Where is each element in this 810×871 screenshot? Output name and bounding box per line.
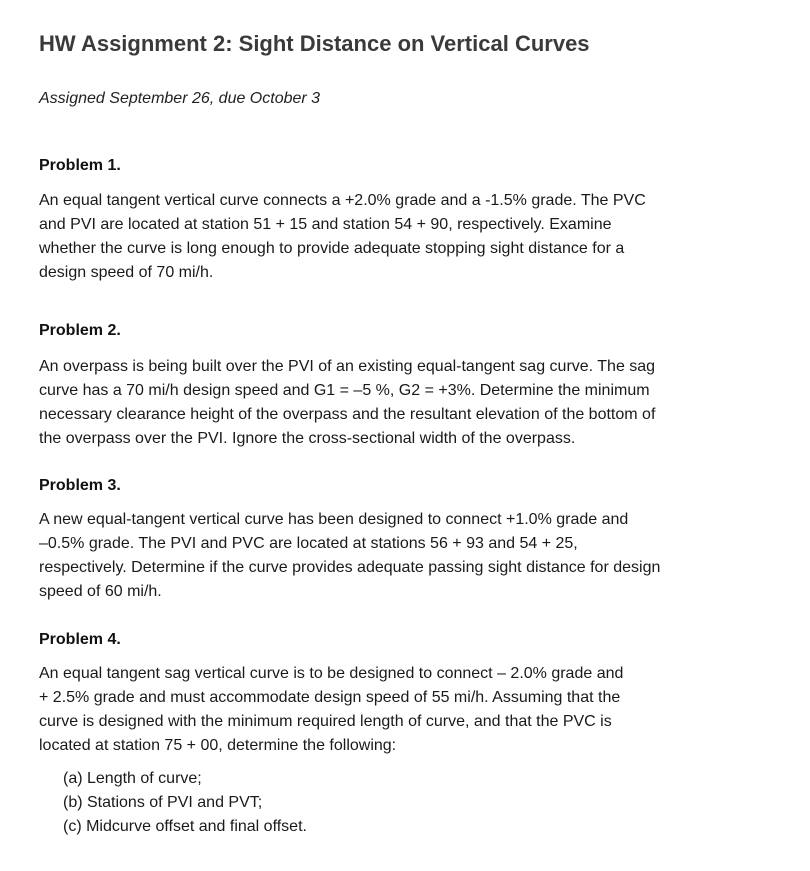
problem-4-line: curve is designed with the minimum required length of curve, and that the PVC is xyxy=(39,713,612,730)
page-title: HW Assignment 2: Sight Distance on Vertical Curves xyxy=(39,31,590,56)
problem-4-line: located at station 75 + 00, determine the following: xyxy=(39,737,397,754)
problem-2-heading: Problem 2. xyxy=(39,322,121,339)
problem-1-line: whether the curve is long enough to provide adequate stopping sight distance for a xyxy=(39,240,625,257)
problem-3-heading: Problem 3. xyxy=(39,477,121,494)
problem-3-line: –0.5% grade. The PVI and PVC are located at stations 56 + 93 and 54 + 25, xyxy=(39,535,578,552)
problem-2-line: the overpass over the PVI. Ignore the cross-sectional width of the overpass. xyxy=(39,430,576,447)
problem-1-heading: Problem 1. xyxy=(39,157,121,174)
problem-4-text xyxy=(39,662,759,758)
problem-2-line: An overpass is being built over the PVI of an existing equal-tangent sag curve. The sag xyxy=(39,358,656,375)
problem-3-line: A new equal-tangent vertical curve has been designed to connect +1.0% grade and xyxy=(39,511,629,528)
problem-3-line: respectively. Determine if the curve provides adequate passing sight distance for design xyxy=(39,559,661,576)
problem-2-text xyxy=(39,355,759,451)
list-item: (a) Length of curve; xyxy=(63,770,202,787)
list-item: (c) Midcurve offset and final offset. xyxy=(63,818,307,835)
problem-1-text xyxy=(39,189,759,285)
problem-2-line: necessary clearance height of the overpass and the resultant elevation of the bottom of xyxy=(39,406,656,423)
problem-1-line: An equal tangent vertical curve connects a +2.0% grade and a -1.5% grade. The PVC xyxy=(39,192,646,209)
list-item: (b) Stations of PVI and PVT; xyxy=(63,794,263,811)
problem-4-subitems xyxy=(63,767,307,839)
assignment-dates: Assigned September 26, due October 3 xyxy=(39,90,321,107)
problem-4-line: + 2.5% grade and must accommodate design speed of 55 mi/h. Assuming that the xyxy=(39,689,621,706)
problem-3-text xyxy=(39,508,759,604)
problem-2-line: curve has a 70 mi/h design speed and G1 = –5 %, G2 = +3%. Determine the minimum xyxy=(39,382,650,399)
problem-4-heading: Problem 4. xyxy=(39,631,121,648)
problem-4-line: An equal tangent sag vertical curve is to be designed to connect – 2.0% grade and xyxy=(39,665,624,682)
problem-1-line: and PVI are located at station 51 + 15 and station 54 + 90, respectively. Examine xyxy=(39,216,612,233)
problem-1-line: design speed of 70 mi/h. xyxy=(39,264,214,281)
problem-3-line: speed of 60 mi/h. xyxy=(39,583,162,600)
